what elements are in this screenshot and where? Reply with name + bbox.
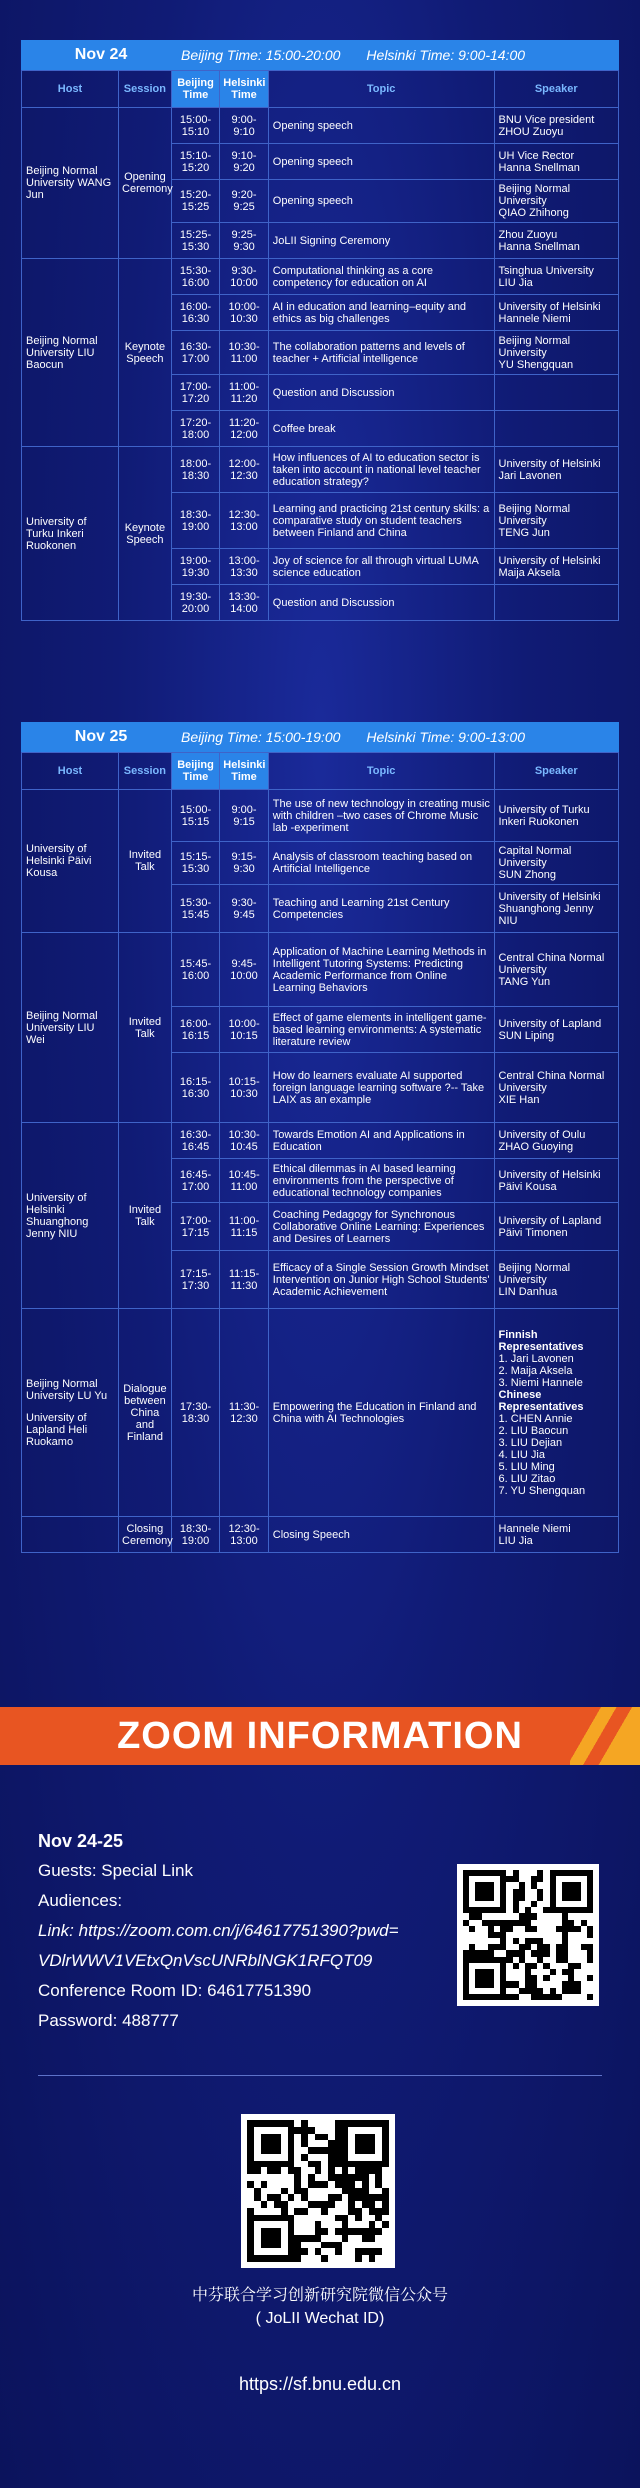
- zoom-banner: [0, 1707, 640, 1765]
- helsinki-time-cell: 10:00-10:15: [220, 1007, 269, 1053]
- col-header-speaker: Speaker: [494, 753, 618, 790]
- speaker-cell: Tsinghua University LIU Jia: [494, 259, 618, 295]
- topic-cell: Effect of game elements in intelligent game-based learning environments: A systematic literature review: [268, 1007, 494, 1053]
- helsinki-time-cell: 9:25-9:30: [220, 223, 269, 259]
- helsinki-time-cell: 11:00-11:15: [220, 1203, 269, 1251]
- host-cell: [22, 1517, 119, 1553]
- speaker-cell: University of Helsinki Shuanghong Jenny NIU: [494, 885, 618, 933]
- session-cell: Invited Talk: [119, 933, 172, 1123]
- speaker-cell: Finnish Representatives 1. Jari Lavonen 2. Maija Aksela 3. Niemi Hannele Chinese Representatives 1. CHEN Annie 2. LIU Baocun 3. LIU Dejian 4. LIU Jia 5. LIU Ming 6. LIU Zitao 7. YU Shengquan: [494, 1309, 618, 1517]
- topic-cell: Question and Discussion: [268, 375, 494, 411]
- topic-cell: Coffee break: [268, 411, 494, 447]
- helsinki-time-cell: 11:20-12:00: [220, 411, 269, 447]
- table-row: [22, 933, 619, 1007]
- topic-cell: JoLII Signing Ceremony: [268, 223, 494, 259]
- col-header-helsinki: Helsinki Time: [220, 71, 269, 108]
- helsinki-time-cell: 13:30-14:00: [220, 585, 269, 621]
- topic-cell: How do learners evaluate AI supported foreign language learning software ?-- Take LAIX as an example: [268, 1053, 494, 1123]
- beijing-time-cell: 15:30-15:45: [171, 885, 220, 933]
- speaker-cell: University of Lapland Päivi Timonen: [494, 1203, 618, 1251]
- topic-cell: Opening speech: [268, 144, 494, 180]
- wechat-caption-en: ( JoLII Wechat ID): [255, 2310, 385, 2327]
- banner-stripe-decoration: [570, 1707, 640, 1765]
- beijing-time-cell: 15:20-15:25: [171, 180, 220, 223]
- session-cell: Invited Talk: [119, 790, 172, 933]
- topic-cell: Application of Machine Learning Methods in Intelligent Tutoring Systems: Predicting Academic Performance from Online Learning Behaviors: [268, 933, 494, 1007]
- day1-table: [21, 70, 619, 621]
- beijing-time-cell: 17:00-17:15: [171, 1203, 220, 1251]
- beijing-time-cell: 16:30-16:45: [171, 1123, 220, 1159]
- speaker-cell: University of Helsinki Maija Aksela: [494, 549, 618, 585]
- col-header-topic: Topic: [268, 753, 494, 790]
- zoom-password: Password: 488777: [38, 2011, 179, 2030]
- day2-header: [21, 722, 619, 752]
- beijing-time-cell: 17:15-17:30: [171, 1251, 220, 1309]
- website-url[interactable]: https://sf.bnu.edu.cn: [238, 2374, 402, 2394]
- zoom-guests: Guests: Special Link: [38, 1861, 193, 1880]
- topic-cell: Opening speech: [268, 180, 494, 223]
- helsinki-time-cell: 12:30-13:00: [220, 493, 269, 549]
- zoom-audiences: Audiences:: [38, 1891, 123, 1910]
- helsinki-time-cell: 9:30-10:00: [220, 259, 269, 295]
- beijing-time-cell: 15:10-15:20: [171, 144, 220, 180]
- helsinki-time-cell: 9:45-10:00: [220, 933, 269, 1007]
- host-cell: University of Helsinki Shuanghong Jenny NIU: [22, 1123, 119, 1309]
- topic-cell: Analysis of classroom teaching based on Artificial Intelligence: [268, 842, 494, 885]
- helsinki-time-cell: 11:30-12:30: [220, 1309, 269, 1517]
- day1-beijing-time: Beijing Time: 15:00-20:00: [181, 47, 341, 63]
- speaker-cell: [494, 375, 618, 411]
- speaker-cell: University of Helsinki Päivi Kousa: [494, 1159, 618, 1203]
- speaker-cell: [494, 585, 618, 621]
- topic-cell: Empowering the Education in Finland and China with AI Technologies: [268, 1309, 494, 1517]
- day1-helsinki-time: Helsinki Time: 9:00-14:00: [366, 47, 526, 63]
- host-cell: Beijing Normal University LIU Wei: [22, 933, 119, 1123]
- helsinki-time-cell: 9:15-9:30: [220, 842, 269, 885]
- speaker-cell: BNU Vice president ZHOU Zuoyu: [494, 108, 618, 144]
- table-row: [22, 790, 619, 842]
- day2-date: Nov 25: [74, 728, 128, 745]
- speaker-cell: Hannele Niemi LIU Jia: [494, 1517, 618, 1553]
- host-cell: Beijing Normal University WANG Jun: [22, 108, 119, 259]
- topic-cell: Opening speech: [268, 108, 494, 144]
- helsinki-time-cell: 10:45-11:00: [220, 1159, 269, 1203]
- host-cell: Beijing Normal University LU Yu University of Lapland Heli Ruokamo: [22, 1309, 119, 1517]
- helsinki-time-cell: 10:30-11:00: [220, 331, 269, 375]
- table-row: [22, 1123, 619, 1159]
- topic-cell: The collaboration patterns and levels of teacher + Artificial intelligence: [268, 331, 494, 375]
- beijing-time-cell: 15:30-16:00: [171, 259, 220, 295]
- day2-helsinki-time: Helsinki Time: 9:00-13:00: [366, 729, 526, 745]
- topic-cell: Teaching and Learning 21st Century Competencies: [268, 885, 494, 933]
- section-divider: [38, 2075, 602, 2076]
- zoom-title: ZOOM INFORMATION: [117, 1714, 523, 1757]
- wechat-qr-code[interactable]: [241, 2114, 395, 2268]
- beijing-time-cell: 16:00-16:30: [171, 295, 220, 331]
- beijing-time-cell: 17:30-18:30: [171, 1309, 220, 1517]
- beijing-time-cell: 18:00-18:30: [171, 447, 220, 493]
- host-cell: University of Helsinki Päivi Kousa: [22, 790, 119, 933]
- zoom-qr-code[interactable]: [457, 1864, 599, 2006]
- speaker-cell: University of Lapland SUN Liping: [494, 1007, 618, 1053]
- speaker-cell: Capital Normal University SUN Zhong: [494, 842, 618, 885]
- beijing-time-cell: 19:00-19:30: [171, 549, 220, 585]
- topic-cell: How influences of AI to education sector is taken into account in national level teacher education strategy?: [268, 447, 494, 493]
- day2-table: [21, 752, 619, 1553]
- zoom-info: [38, 1826, 458, 2036]
- speaker-cell: University of Helsinki Jari Lavonen: [494, 447, 618, 493]
- topic-cell: The use of new technology in creating music with children –two cases of Chrome Music lab -experiment: [268, 790, 494, 842]
- zoom-room-id: Conference Room ID: 64617751390: [38, 1981, 312, 2000]
- zoom-link-line2[interactable]: VDlrWWV1VEtxQnVscUNRblNGK1RFQT09: [38, 1951, 373, 1970]
- day2-schedule: [21, 722, 619, 1553]
- beijing-time-cell: 19:30-20:00: [171, 585, 220, 621]
- topic-cell: Closing Speech: [268, 1517, 494, 1553]
- beijing-time-cell: 15:15-15:30: [171, 842, 220, 885]
- speaker-cell: Central China Normal University TANG Yun: [494, 933, 618, 1007]
- topic-cell: Computational thinking as a core competency for education on AI: [268, 259, 494, 295]
- col-header-beijing: Beijing Time: [171, 71, 220, 108]
- session-cell: Closing Ceremony: [119, 1517, 172, 1553]
- table-row: [22, 108, 619, 144]
- table-row: [22, 259, 619, 295]
- beijing-time-cell: 17:20-18:00: [171, 411, 220, 447]
- beijing-time-cell: 15:00-15:10: [171, 108, 220, 144]
- helsinki-time-cell: 13:00-13:30: [220, 549, 269, 585]
- zoom-link-line1[interactable]: Link: https://zoom.com.cn/j/64617751390?pwd=: [38, 1921, 399, 1940]
- session-cell: Keynote Speech: [119, 259, 172, 447]
- col-header-session: Session: [119, 71, 172, 108]
- col-header-beijing: Beijing Time: [171, 753, 220, 790]
- speaker-cell: [494, 411, 618, 447]
- col-header-speaker: Speaker: [494, 71, 618, 108]
- beijing-time-cell: 15:00-15:15: [171, 790, 220, 842]
- helsinki-time-cell: 9:00-9:15: [220, 790, 269, 842]
- topic-cell: Question and Discussion: [268, 585, 494, 621]
- helsinki-time-cell: 10:15-10:30: [220, 1053, 269, 1123]
- col-header-helsinki: Helsinki Time: [220, 753, 269, 790]
- session-cell: Keynote Speech: [119, 447, 172, 621]
- helsinki-time-cell: 10:00-10:30: [220, 295, 269, 331]
- beijing-time-cell: 16:15-16:30: [171, 1053, 220, 1123]
- topic-cell: Joy of science for all through virtual LUMA science education: [268, 549, 494, 585]
- beijing-time-cell: 16:00-16:15: [171, 1007, 220, 1053]
- speaker-cell: University of Turku Inkeri Ruokonen: [494, 790, 618, 842]
- speaker-cell: Beijing Normal University TENG Jun: [494, 493, 618, 549]
- topic-cell: Towards Emotion AI and Applications in Education: [268, 1123, 494, 1159]
- host-cell: University of Turku Inkeri Ruokonen: [22, 447, 119, 621]
- day1-date: Nov 24: [74, 46, 128, 63]
- helsinki-time-cell: 12:00-12:30: [220, 447, 269, 493]
- helsinki-time-cell: 11:15-11:30: [220, 1251, 269, 1309]
- zoom-date: Nov 24-25: [38, 1831, 124, 1851]
- helsinki-time-cell: 9:30-9:45: [220, 885, 269, 933]
- beijing-time-cell: 17:00-17:20: [171, 375, 220, 411]
- helsinki-time-cell: 12:30-13:00: [220, 1517, 269, 1553]
- topic-cell: AI in education and learning–equity and ethics as big challenges: [268, 295, 494, 331]
- day1-schedule: [21, 40, 619, 621]
- day1-header: [21, 40, 619, 70]
- helsinki-time-cell: 10:30-10:45: [220, 1123, 269, 1159]
- helsinki-time-cell: 11:00-11:20: [220, 375, 269, 411]
- table-row: [22, 447, 619, 493]
- speaker-cell: Beijing Normal University QIAO Zhihong: [494, 180, 618, 223]
- speaker-cell: UH Vice Rector Hanna Snellman: [494, 144, 618, 180]
- topic-cell: Ethical dilemmas in AI based learning environments from the perspective of educational technology companies: [268, 1159, 494, 1203]
- helsinki-time-cell: 9:10-9:20: [220, 144, 269, 180]
- table-row: [22, 1517, 619, 1553]
- topic-cell: Learning and practicing 21st century skills: a comparative study on student teachers between Finland and China: [268, 493, 494, 549]
- beijing-time-cell: 18:30-19:00: [171, 493, 220, 549]
- col-header-host: Host: [22, 71, 119, 108]
- beijing-time-cell: 15:45-16:00: [171, 933, 220, 1007]
- session-cell: Invited Talk: [119, 1123, 172, 1309]
- beijing-time-cell: 16:30-17:00: [171, 331, 220, 375]
- speaker-cell: Beijing Normal University YU Shengquan: [494, 331, 618, 375]
- topic-cell: Efficacy of a Single Session Growth Mindset Intervention on Junior High School Students' Academic Achievement: [268, 1251, 494, 1309]
- speaker-cell: Central China Normal University XIE Han: [494, 1053, 618, 1123]
- speaker-cell: Zhou Zuoyu Hanna Snellman: [494, 223, 618, 259]
- col-header-session: Session: [119, 753, 172, 790]
- helsinki-time-cell: 9:00-9:10: [220, 108, 269, 144]
- host-cell: Beijing Normal University LIU Baocun: [22, 259, 119, 447]
- beijing-time-cell: 18:30-19:00: [171, 1517, 220, 1553]
- session-cell: Opening Ceremony: [119, 108, 172, 259]
- col-header-host: Host: [22, 753, 119, 790]
- speaker-cell: Beijing Normal University LIN Danhua: [494, 1251, 618, 1309]
- beijing-time-cell: 16:45-17:00: [171, 1159, 220, 1203]
- beijing-time-cell: 15:25-15:30: [171, 223, 220, 259]
- col-header-topic: Topic: [268, 71, 494, 108]
- day2-beijing-time: Beijing Time: 15:00-19:00: [181, 729, 341, 745]
- wechat-caption-cn: 中芬联合学习创新研究院微信公众号: [191, 2287, 448, 2304]
- table-row: [22, 1309, 619, 1517]
- session-cell: Dialogue between China and Finland: [119, 1309, 172, 1517]
- speaker-cell: University of Helsinki Hannele Niemi: [494, 295, 618, 331]
- helsinki-time-cell: 9:20-9:25: [220, 180, 269, 223]
- topic-cell: Coaching Pedagogy for Synchronous Collaborative Online Learning: Experiences and Desires of Learners: [268, 1203, 494, 1251]
- speaker-cell: University of Oulu ZHAO Guoying: [494, 1123, 618, 1159]
